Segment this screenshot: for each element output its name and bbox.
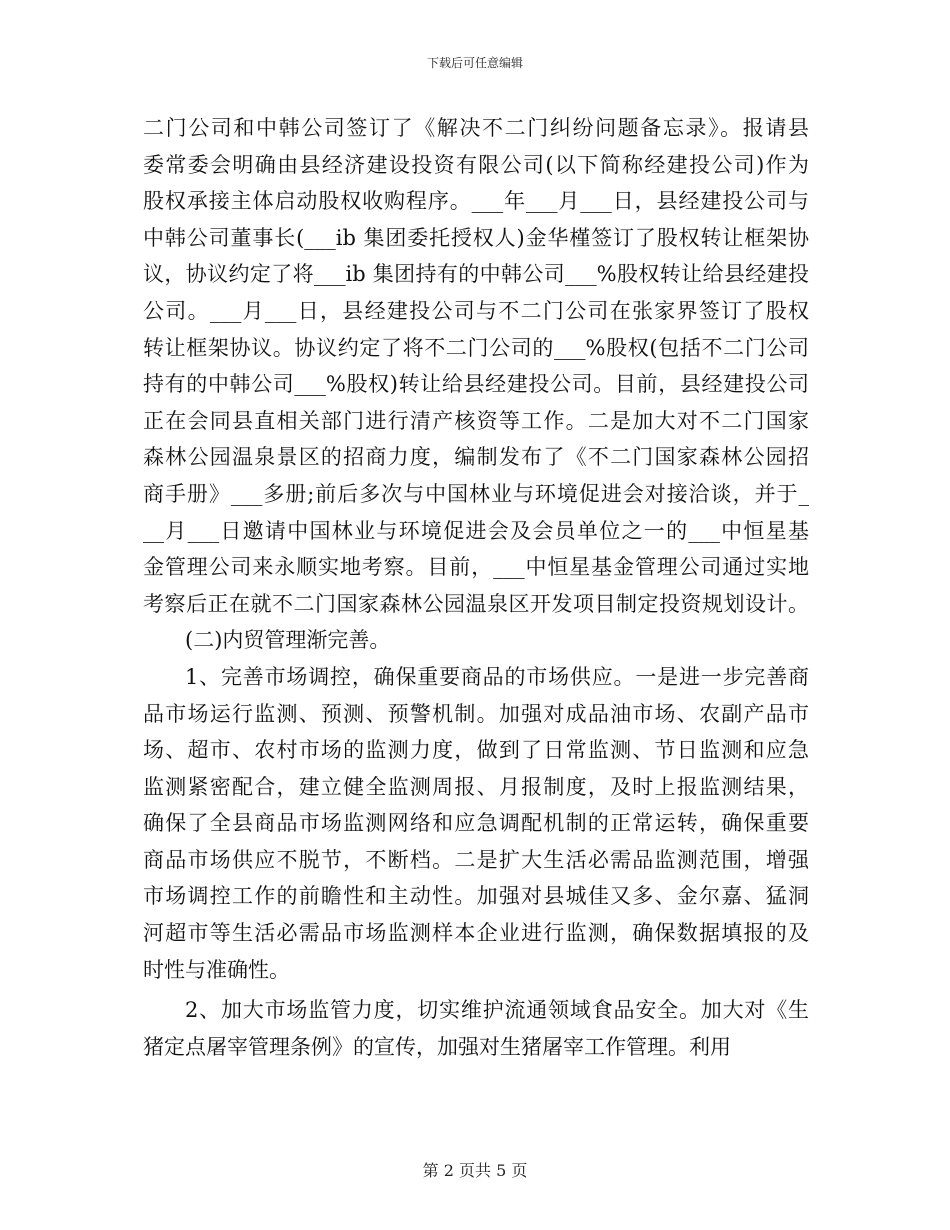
text-line: 商品市场供应不脱节，不断档。二是扩大生活必需品监测范围，增强 (143, 847, 809, 872)
page-header: 下载后可任意编辑 (426, 56, 523, 70)
text-line: 委常委会明确由县经济建设投资有限公司(以下简称经建投公司)作为 (143, 152, 809, 177)
text-line: 转让框架协议。协议约定了将不二门公司的___%股权(包括不二门公司 (143, 335, 809, 360)
text-line: 公司。___月___日，县经建投公司与不二门公司在张家界签订了股权 (143, 298, 809, 323)
text-line: 持有的中韩公司___%股权)转让给县经建投公司。目前，县经建投公司 (143, 372, 809, 397)
text-line: 议，协议约定了将___ib 集团持有的中韩公司___%股权转让给县经建投 (143, 262, 809, 287)
text-line: 金管理公司来永顺实地考察。目前，___中恒星基金管理公司通过实地 (143, 555, 809, 580)
text-line: 考察后正在就不二门国家森林公园温泉区开发项目制定投资规划设计。 (143, 591, 809, 616)
text-line: 市场调控工作的前瞻性和主动性。加强对县城佳又多、金尔嘉、猛洞 (143, 884, 809, 909)
text-line: __月___日邀请中国林业与环境促进会及会员单位之一的___中恒星基 (143, 518, 809, 543)
text-line: 二门公司和中韩公司签订了《解决不二门纠纷问题备忘录》。报请县 (143, 116, 809, 140)
document-body (143, 110, 809, 1065)
text-line: 确保了全县商品市场监测网络和应急调配机制的正常运转，确保重要 (143, 811, 809, 836)
text-line: 猪定点屠宰管理条例》的宣传，加强对生猪屠宰工作管理。利用 (143, 1034, 731, 1059)
paragraph (143, 992, 809, 1065)
text-line: 中韩公司董事长(___ib 集团委托授权人)金华槿签订了股权转让框架协 (143, 225, 809, 250)
paragraph (143, 659, 809, 988)
text-line: 监测紧密配合，建立健全监测周报、月报制度，及时上报监测结果， (143, 774, 809, 799)
text-line: 森林公园温泉景区的招商力度，编制发布了《不二门国家森林公园招 (143, 445, 809, 470)
text-line: 1、完善市场调控，确保重要商品的市场供应。一是进一步完善商 (185, 664, 809, 689)
paragraph (143, 110, 809, 622)
text-line: 品市场运行监测、预测、预警机制。加强对成品油市场、农副产品市 (143, 701, 809, 726)
text-line: 商手册》___多册;前后多次与中国林业与环境促进会对接洽谈，并于_ (143, 481, 809, 506)
text-line: 河超市等生活必需品市场监测样本企业进行监测，确保数据填报的及 (143, 921, 809, 946)
text-line: 股权承接主体启动股权收购程序。___年___月___日，县经建投公司与 (143, 189, 809, 214)
text-line: 正在会同县直相关部门进行清产核资等工作。二是加大对不二门国家 (143, 408, 809, 433)
section-heading: (二)内贸管理渐完善。 (185, 628, 391, 653)
text-line: 时性与准确性。 (143, 957, 290, 982)
page-number: 第 2 页共 5 页 (422, 1161, 528, 1180)
text-line: 场、超市、农村市场的监测力度，做到了日常监测、节日监测和应急 (143, 738, 809, 763)
text-line: 2、加大市场监管力度，切实维护流通领域食品安全。加大对《生 (185, 998, 809, 1023)
